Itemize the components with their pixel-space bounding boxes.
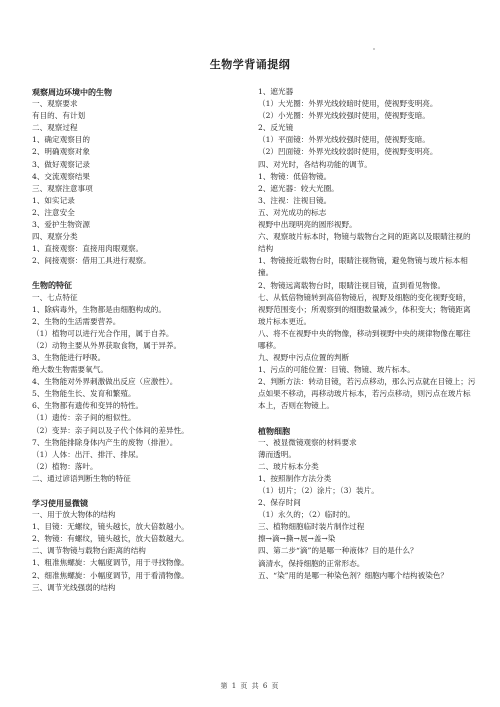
text-line: 滴清水，保持细胞的正常形态。 <box>258 558 365 568</box>
text-line: 4、生物能对外界刺激做出反应（应激性）。 <box>32 377 178 387</box>
text-line: 二、玻片标本分类 <box>258 461 319 471</box>
text-line: （1）大光圈：外界光线较暗时使用，使视野变明亮。 <box>258 99 438 109</box>
text-line: 2、细准焦螺旋：小幅度调节，用于看清物像。 <box>32 570 189 580</box>
section-heading: 生物的特征 <box>32 280 72 291</box>
text-line: 2、判断方法：转动目镜，若污点移动，那么污点就在目镜上；污点如果不移动，再移动玻片标本，若污点移动，则污点在玻片标本上，否则在物镜上。 <box>258 377 476 411</box>
text-line: 一、七点特征 <box>32 292 78 302</box>
text-line: 一、用于放大物体的结构 <box>32 510 116 520</box>
text-line: 七、从低倍物镜转到高倍物镜后，视野及细胞的变化视野变暗，视野范围变小；所观察到的细胞数量减少，体积变大；物镜距离玻片标本更近。 <box>258 292 471 326</box>
text-line: 2、生物的生活需要营养。 <box>32 316 121 326</box>
text-line: 视野中出现明亮的圆形视野。 <box>258 220 357 230</box>
text-line: 7、生物能排除身体内产生的废物（排泄）。 <box>32 437 178 447</box>
page-title: 生物学背诵提纲 <box>209 58 291 71</box>
text-line: 2、注意安全 <box>32 207 75 217</box>
text-line: 3、生物能进行呼吸。 <box>32 352 106 362</box>
text-line: （1）植物可以进行光合作用，属于自养。 <box>32 328 174 338</box>
text-line: 八、将不在视野中央的物像，移动到视野中央的规律物像在哪往哪移。 <box>258 328 471 350</box>
text-line: （2）变异：亲子间以及子代个体间的差异性。 <box>32 425 189 435</box>
text-line: 五、对光成功的标志 <box>258 207 327 217</box>
text-line: 有目的、有计划 <box>32 111 86 121</box>
text-line: 1、污点的可能位置：目镜、物镜、玻片标本。 <box>258 365 415 375</box>
left-column <box>32 86 237 594</box>
text-line: 1、除病毒外，生物都是由细胞构成的。 <box>32 304 166 314</box>
right-column <box>258 86 476 582</box>
text-line: 绝大数生物需要氧气。 <box>32 365 108 375</box>
text-line: 1、粗准焦螺旋：大幅度调节，用于寻找物像。 <box>32 558 189 568</box>
text-line: 5、生物能生长、发育和繁殖。 <box>32 389 136 399</box>
text-line: 3、爱护生物资源 <box>32 220 90 230</box>
text-line: 2、物镜远离载物台时，眼睛注视目镜，直到看见物像。 <box>258 280 446 290</box>
page-footer: 第 1 页 共 6 页 <box>220 682 280 690</box>
text-line: 6、生物都有遗传和变异的特性。 <box>32 401 144 411</box>
text-line: （2）凹面镜：外界光线较弱时使用，使视野变明亮。 <box>258 147 438 157</box>
text-line: 1、如实记录 <box>32 195 75 205</box>
text-line: 五、“染”用的是哪一种染色剂？细胞内哪个结构被染色？ <box>258 570 449 580</box>
text-line: （1）遗传：亲子间的相似性。 <box>32 413 136 423</box>
text-line: （2）动物主要从外界获取食物，属于异养。 <box>32 340 182 350</box>
text-line: （1）切片；（2）涂片；（3）装片。 <box>258 486 379 495</box>
text-line: （1）人体：出汗、排汗、排尿。 <box>32 449 144 459</box>
section-gap <box>32 267 237 279</box>
section-gap <box>258 413 476 425</box>
text-line: 三、植物细胞临时装片制作过程 <box>258 522 365 532</box>
text-line: 4、交流观察结果 <box>32 171 90 181</box>
text-line: 三、调节光线强弱的结构 <box>32 582 116 592</box>
text-line: （1）平面镜：外界光线较强时使用，使视野变暗。 <box>258 135 430 145</box>
text-line: 二、通过谚语判断生物的特征 <box>32 473 131 483</box>
text-line: （1）永久的；（2）临时的。 <box>258 510 355 520</box>
text-line: 薄而透明。 <box>258 449 296 459</box>
text-line: 擦→滴→撕→展→盖→染 <box>258 534 336 544</box>
text-line: 2、明确观察对象 <box>32 147 90 157</box>
text-line: 四、第二步“滴”的是哪一种液体？目的是什么？ <box>258 546 418 556</box>
text-line: 1、物镜接近载物台时，眼睛注视物镜，避免物镜与玻片标本相撞。 <box>258 256 468 278</box>
text-line: 九、视野中污点位置的判断 <box>258 353 350 363</box>
text-line: 1、目镜：无螺纹，镜头越长，放大倍数越小。 <box>32 522 189 532</box>
text-line: 四、对光时，各结构功能的调节。 <box>258 159 372 169</box>
text-line: 四、观察分类 <box>32 232 78 242</box>
text-line: 1、按照制作方法分类 <box>258 473 332 483</box>
text-line: 2、物镜：有螺纹，镜头越长，放大倍数越大。 <box>32 534 189 544</box>
text-line: 三、观察注意事项 <box>32 183 93 193</box>
section-heading: 植物细胞 <box>258 425 290 436</box>
section-heading: 学习使用显微镜 <box>32 498 88 508</box>
text-line: 2、反光镜 <box>258 123 294 133</box>
text-line: 3、注视：注视目镜。 <box>258 195 332 205</box>
text-line: 一、观察要求 <box>32 99 78 109</box>
text-line: （2）小光圈：外界光线较强时使用，使视野变暗。 <box>258 111 430 121</box>
text-line: 2、间接观察：借用工具进行观察。 <box>32 256 151 266</box>
text-line: 六、观察玻片标本时，物镜与载物台之间的距离以及眼睛注视的结构 <box>258 232 471 254</box>
text-line: 二、调节物镜与载物台距离的结构 <box>32 546 146 556</box>
text-line: 1、物镜：低倍物镜。 <box>258 171 332 181</box>
section-gap <box>32 485 237 497</box>
text-line: 1、直接观察：直接用肉眼观察。 <box>32 244 144 254</box>
text-line: 一、被显微镜观察的材料要求 <box>258 437 357 447</box>
text-line: 2、遮光器：较大光圈。 <box>258 183 339 193</box>
text-line: 1、遮光器 <box>258 87 294 96</box>
text-line: 2、保存时间 <box>258 498 301 508</box>
text-line: 二、观察过程 <box>32 123 78 133</box>
scan-speck <box>373 48 375 50</box>
section-heading: 观察周边环境中的生物 <box>32 87 112 97</box>
text-line: 1、确定观察目的 <box>32 135 90 145</box>
text-line: （2）植物：落叶。 <box>32 461 98 471</box>
text-line: 3、做好观察记录 <box>32 159 90 169</box>
